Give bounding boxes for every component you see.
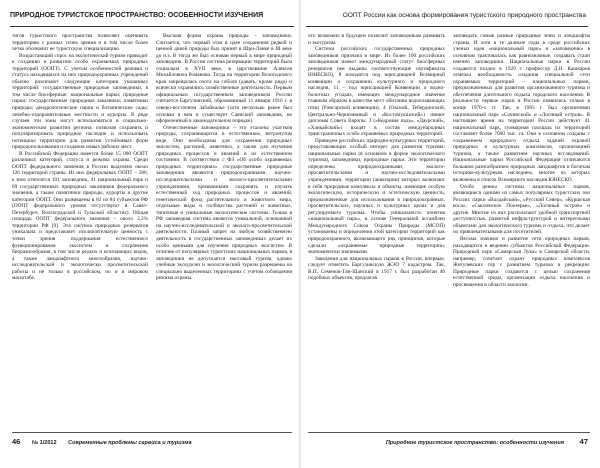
paragraph: Заведения для национальных парков в России, впервые, следует отметить Баргузинскую ЖЭО 7 кадастром. Так, В.П. Семенов-Тян-Шанский в 1917 г. был разработан 46 подобных объектов, предлагая [308, 255, 445, 282]
text-columns [12, 33, 292, 423]
footer-rule [308, 432, 590, 433]
running-head: ООПТ России как основа формирования туристского природного пространства [342, 12, 586, 19]
paragraph: Приведем российских природно-культурных территорий, представляющих особый интерес для развития туризма: национальные парки (в основном в форме экологического туризма), заповедники, природные парки. Эти территории определены природоохранными, эколого-просветительскими и научно-исследовательскими учреждениями, территории (акватории) которых включают в себя природные комплексы и объекты, имеющие особую экологическую, историческую и эстетическую ценность, предназначенные для использования в природоохранных, просветительских, научных и культурных целях и для регулируемого туризма. Чтобы уникальность понятия «национальный парк», в основе Генеральной ассамблеи Международного Союза Охраны Природы (МСОП) установлены и определения этой категории территорий как природоохранного, включающего ряд принципов, которые сделали «охраняемые природные территории» экономически значимыми. [308, 137, 445, 256]
paragraph: Высшая форма охраны природы – заповедники. Считается, что первый этап в идее сохранения редкой и ценной дикой природы был принят в Шри-Ланке в III веке до н.э. В тогда же был основан первый в мире природный заповедник. В России система резервации территорий была социальна в XVII веке, в царствование Алексея Михайловича Романова. Тогда на территории Вологодского края запрещалась охота на соболя (давать, кроме ряда) и всячески охранялись хозяйственные деятельность. Первым официальным государственным заповедником России считается Баргузинский, образованный 11 января 1916 г. в северо-восточном Забайкалье (хотя несколько ранее был основан в нем и существует Саянский заповедник, не оформленный в законодательном порядке). [156, 33, 292, 125]
page-number: 47 [579, 437, 588, 446]
right-page [300, 0, 600, 468]
paragraph: Возрастающий спрос на экологический туризм приводит к созданию и развитию особо охраняемых природных территорий (ООПТ). С учетом особенностей режима и статуса находящихся на них природоохранных учреждений обычно различают следующие категории указанных территорий: государственные природные заповедники, в том числе биосферные; национальные парки; природные парки; государственные природные заказники; памятники природы; дендрологические парки и ботанические сады; лечебно-оздоровительные местности и курорты. В ряде случаев эти зоны могут использоваться в социально-экономическом развитии региона, позволяя сохранять и популяризировать природное наследие и использовать потенциал территории для развития устойчивых форм природопользования и создания новых рабочих мест. [12, 52, 148, 151]
paragraph: что возможно в будущем позволит заповедникам развивать и экотуризм. [308, 33, 445, 46]
paragraph: Особо ценны системы национальных парков, являющиеся одними из самых популярных туристских зон России: парки «Валдайский», «Русский Север», «Куршская коса», «Смоленское Поозерье», «Лосиный остров» и другие. Многие из них располагают удобной транспортной доступностью, развитой инфраструктурой и интересными объектами для экологического туризма и отдыха, что делает их привлекательными для посетителей. [453, 183, 590, 236]
text-column [156, 33, 292, 423]
article-title: Природное туристское пространство: особенности изучения [385, 440, 564, 446]
paragraph: В Российской Федерации имеется более 15 000 ООПТ различных категорий, статуса и режима охраны. Среди ООПТ федерального значения в России выделено около 126 территорий страны. Из них федеральных ООПТ – 286, к ним относятся 101 заповедник, 41 национальный парк и 69 государственных природных заказников федерального значения, а также памятники природы, курорты и другие категории ООПТ. Они размещены в 81 из 84 субъектов РФ (ООПТ федерального уровня отсутствуют в Санкт-Петербурге, Волгоградской и Тульской областях). Общая площадь ООПТ федерального значения – около 3,3% территории РФ [9]. Эта система природных резерватов уникальна и представляет исключительную ценность с точки зрения поддержания естественного функционирования экосистем и сохранения биоразнообразия, в том числе редких и исчезающих видов, а также ландшафтного многообразия, научно-исследовательской и экологически просветительской работы и не только в российском, но и в мировом масштабе. [12, 150, 148, 282]
text-column [12, 33, 148, 423]
header-rule [306, 26, 588, 27]
page-footer [386, 436, 588, 448]
paragraph: Отечественные заповедники – это эталоны участков природы, сохраняющихся в естественном, нетронутом виде. Они необходимы для сохранения природных экосистем, растений, животных, а также для изучения природных процессов и явлений в их естественном состоянии. В соответствии с ФЗ «Об особо охраняемых природных территориях» государственные природные заповедники являются природоохранными, научно-исследовательскими и эколого-просветительскими учреждениями, призванными сохранять и изучать естественный ход природных процессов и явлений, генетический фонд растительного и животного мира, отдельные виды и сообщества растений и животных, типичные и уникальные экологические системы. Только в РФ заповедная система является уникальной, основанной на научно-исследовательской и эколого-просветительской деятельности. Полный запрет на любую хозяйственную деятельность в государственных заповедниках делает их особо ценными для изучения природных экосистем. В отличие от популярных туристских национальных парков, в заповедники не допускается массовый туризм, однако учебные экскурсии и экологический туризм разрешены на специально выделенных территориях с учетом соблюдения режима охраны. [156, 124, 292, 282]
footer-rule [12, 432, 292, 433]
text-column [308, 33, 445, 423]
paragraph: заповедать самые разные природные зоны и ландшафты страны. И хотя в те далекие годы в среде российских ученых идея «национальный парк» и «заповедник» в основном трактовалась как равнозначные, создавать стали именно заповедники. Национальные парки в России создаются поздно в 1929 г. профессор Д.Н. Кашкаров отмечал необходимость создания специальной сети охраняемых территорий – национальных парков, предназначенных для развития организованного туризма и обеспечения длительного отдыха городского населения. В реальности первые парки в России появились только в конце 1970-х гг. Так, в 1983 г. был организован национальный парк «Сочинский» и «Лосиный остров». В настоящее время на территории России действует 41 национальный парк, суммарная площадь их территорий составляет более 7000 тыс. га. Они в основном созданы с сохранением природного отдыха задачей охраной природных и культурных комплексов, организацией туризма, а также развитием научных исследований. Национальные парки Российской Федерации отличаются большим разнообразием природных ландшафтов и богатым историко-культурным наследием, многие из которых включены в список Всемирного наследия ЮНЕСКО. [453, 33, 590, 184]
text-columns [308, 33, 590, 423]
page-number: 46 [12, 437, 21, 446]
running-head: ПРИРОДНОЕ ТУРИСТСКОЕ ПРОСТРАНСТВО: ОСОБЕННОСТИ ИЗУЧЕНИЯ [10, 12, 264, 19]
paragraph: Весьма значимо и развитие сети природных парков, находящихся в ведении субъектов Российской Федерации. Природный парк «Самарская Лука» в Самарской области, например, сочетает охрану природных комплексов Жигулевских гор с развитием туризма и рекреации. Природные парки создаются с целью сохранения естественной среды, организации отдыха населения и просвещения в области экологии. [453, 235, 590, 288]
paragraph: Система российских государственных природных заповедников признана в мире. Из более 100 российских заповедников имеют международный статус биосферных резерватов (им выданы соответствующие сертификаты ЮНЕСКО), 8 находятся под юрисдикцией Всемирной конвенции о сохранении культурного и природного наследия, 11 – под юрисдикцией Конвенции о водно-болотных угодьях, имеющих международное значение главным образом в качестве мест обитания водоплавающих птиц (Рамсарской конвенции), 4 (Окский, Тебердинский, Центрально-Черноземный и «Костомукшский») имеют дипломы Совета Европы, 3 («Кедровая падь», «Даурский», «Ханкайский») входят в состав международных трансграничных особо охраняемых природных территорий. [308, 46, 445, 138]
issue-number: № 1/2012 [32, 440, 57, 446]
header-rule [10, 26, 294, 27]
journal-title: Современные проблемы сервиса и туризма [68, 440, 192, 446]
paragraph: тигов туристского пространства позволяет оценивать территорию с разных точек зрения и в том числе более четко обозначит ее туристскую специализацию. [12, 33, 148, 53]
page-footer [12, 436, 192, 448]
text-column [453, 33, 590, 423]
